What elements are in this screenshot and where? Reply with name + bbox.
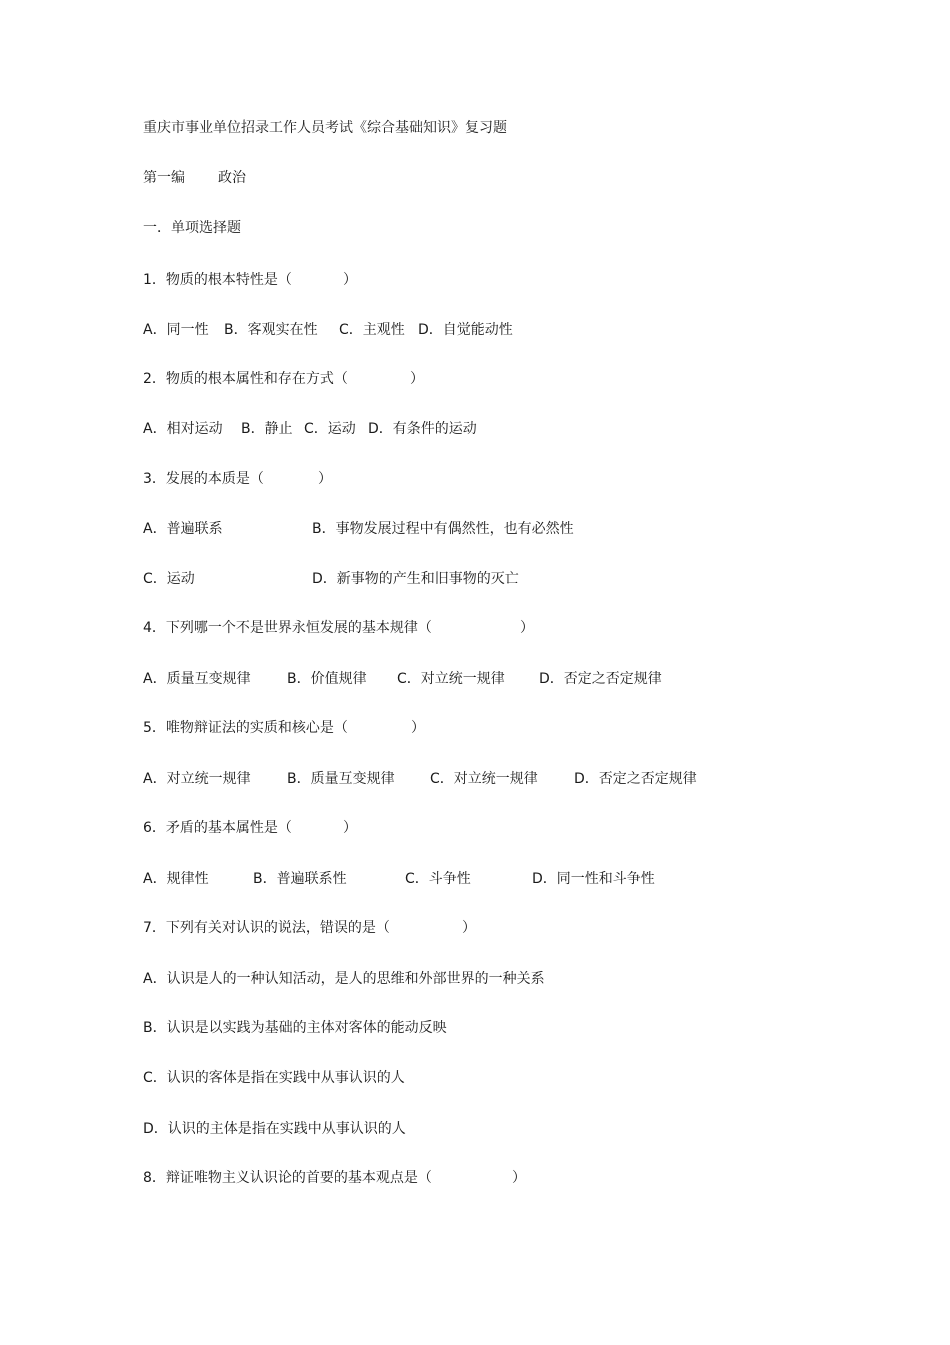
section-heading: 一．单项选择题 <box>143 220 241 236</box>
option-a: A．质量互变规律 <box>143 671 251 687</box>
option-b: B．普遍联系性 <box>253 871 347 887</box>
option-d: D．新事物的产生和旧事物的灭亡 <box>312 571 519 587</box>
option-row <box>143 869 655 889</box>
question-text: 3．发展的本质是（ <box>143 471 264 487</box>
option-b: B．质量互变规律 <box>287 771 395 787</box>
question-stem <box>143 469 332 489</box>
option-a: A．相对运动 <box>143 421 223 437</box>
option-a: A．认识是人的一种认知活动，是人的思维和外部世界的一种关系 <box>143 971 545 987</box>
option-row <box>143 669 662 689</box>
part-label: 第一编 <box>143 170 185 186</box>
option-b: B．静止 <box>241 421 293 437</box>
question-text: 5．唯物辩证法的实质和核心是（ <box>143 720 348 736</box>
question-text: 8．辩证唯物主义认识论的首要的基本观点是（ <box>143 1170 432 1186</box>
answer-blank-close: ） <box>411 720 425 736</box>
option-b: B．客观实在性 <box>224 322 318 338</box>
option-b: B．事物发展过程中有偶然性，也有必然性 <box>312 521 574 537</box>
question-text: 1．物质的根本特性是（ <box>143 272 292 288</box>
answer-blank-close: ） <box>343 272 357 288</box>
answer-blank-close: ） <box>520 620 534 636</box>
option-d: D．认识的主体是指在实践中从事认识的人 <box>143 1121 406 1137</box>
option-d: D．自觉能动性 <box>418 322 513 338</box>
option-d: D．有条件的运动 <box>368 421 477 437</box>
question-stem <box>143 270 357 290</box>
question-stem <box>143 618 534 638</box>
question-text: 2．物质的根本属性和存在方式（ <box>143 371 348 387</box>
option-row <box>143 419 477 439</box>
question-stem <box>143 1168 526 1188</box>
option-d: D．否定之否定规律 <box>574 771 697 787</box>
part-name: 政治 <box>218 170 246 186</box>
option-b: B．价值规律 <box>287 671 367 687</box>
option-d: D．否定之否定规律 <box>539 671 662 687</box>
option-row <box>143 519 574 539</box>
option-a: A．对立统一规律 <box>143 771 251 787</box>
question-stem <box>143 818 357 838</box>
answer-blank-close: ） <box>410 371 424 387</box>
question-text: 6．矛盾的基本属性是（ <box>143 820 292 836</box>
document-title: 重庆市事业单位招录工作人员考试《综合基础知识》复习题 <box>143 120 507 136</box>
option-c: C．认识的客体是指在实践中从事认识的人 <box>143 1070 405 1086</box>
option-d: D．同一性和斗争性 <box>532 871 655 887</box>
option-b: B．认识是以实践为基础的主体对客体的能动反映 <box>143 1020 447 1036</box>
question-stem <box>143 369 424 389</box>
option-a: A．规律性 <box>143 871 209 887</box>
option-row <box>143 769 697 789</box>
option-c: C．斗争性 <box>405 871 471 887</box>
part-heading <box>143 168 246 188</box>
question-text: 4．下列哪一个不是世界永恒发展的基本规律（ <box>143 620 432 636</box>
option-row <box>143 320 513 340</box>
question-stem <box>143 918 476 938</box>
option-row <box>143 569 519 589</box>
answer-blank-close: ） <box>462 920 476 936</box>
option-a: A．普遍联系 <box>143 521 223 537</box>
answer-blank-close: ） <box>318 471 332 487</box>
option-c: C．运动 <box>304 421 356 437</box>
option-c: C．对立统一规律 <box>397 671 505 687</box>
answer-blank-close: ） <box>512 1170 526 1186</box>
option-c: C．运动 <box>143 571 195 587</box>
option-c: C．对立统一规律 <box>430 771 538 787</box>
answer-blank-close: ） <box>343 820 357 836</box>
question-text: 7．下列有关对认识的说法，错误的是（ <box>143 920 390 936</box>
option-a: A．同一性 <box>143 322 209 338</box>
option-c: C．主观性 <box>339 322 405 338</box>
question-stem <box>143 718 425 738</box>
